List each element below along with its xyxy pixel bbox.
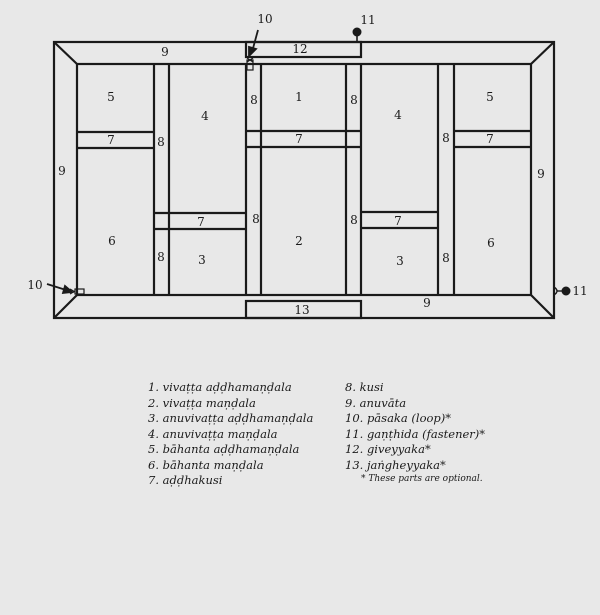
label-6-right: 6 bbox=[487, 236, 495, 250]
legend-item: 5. bāhanta aḍḍhamaṇḍala bbox=[148, 442, 300, 456]
label-9-bottom: 9 bbox=[423, 296, 431, 310]
label-7-a: 7 bbox=[107, 133, 115, 147]
label-13: 13 bbox=[294, 303, 310, 317]
legend-item: 8. kusi bbox=[345, 380, 384, 394]
legend-item: 6. bāhanta maṇḍala bbox=[148, 457, 264, 472]
label-4-left: 4 bbox=[201, 109, 209, 123]
legend-left-column bbox=[148, 380, 313, 489]
legend-item: 3. anuvivaṭṭa aḍḍhamaṇḍala bbox=[148, 411, 314, 425]
fastener-top-icon bbox=[353, 28, 361, 42]
label-3-right: 3 bbox=[396, 254, 404, 268]
legend-item: 11. gaṇṭhida (fastener)* bbox=[345, 426, 486, 441]
label-8-f: 8 bbox=[350, 213, 358, 227]
label-7-e: 7 bbox=[486, 132, 494, 146]
label-12: 12 bbox=[292, 42, 308, 56]
fastener-right-icon bbox=[554, 287, 570, 295]
label-5-left: 5 bbox=[107, 90, 115, 104]
arrow-top-icon bbox=[249, 47, 256, 56]
label-2: 2 bbox=[295, 234, 303, 248]
label-8-c: 8 bbox=[250, 93, 258, 107]
label-7-d: 7 bbox=[394, 214, 402, 228]
label-9-left: 9 bbox=[58, 164, 66, 178]
label-10-top: 10 bbox=[257, 12, 273, 26]
legend-item: 10. pāsaka (loop)* bbox=[345, 411, 452, 425]
label-8-g: 8 bbox=[442, 131, 450, 145]
legend-item: 1. vivaṭṭa aḍḍhamaṇḍala bbox=[148, 380, 292, 394]
label-9-right: 9 bbox=[537, 167, 545, 181]
label-5-right: 5 bbox=[486, 90, 494, 104]
label-7-c: 7 bbox=[295, 132, 303, 146]
label-11-right: 11 bbox=[572, 284, 588, 298]
legend-item: 7. aḍḍhakusi bbox=[148, 473, 223, 487]
label-8-d: 8 bbox=[252, 212, 260, 226]
label-11-top: 11 bbox=[360, 13, 376, 27]
label-10-left: 10 bbox=[27, 278, 43, 292]
label-9-top: 9 bbox=[161, 45, 169, 59]
label-7-b: 7 bbox=[197, 215, 205, 229]
legend-item: 12. giveyyaka* bbox=[345, 442, 431, 456]
label-8-h: 8 bbox=[442, 251, 450, 265]
legend-item: 4. anuvivaṭṭa maṇḍala bbox=[148, 426, 278, 441]
label-4-right: 4 bbox=[394, 108, 402, 122]
outer-border bbox=[54, 42, 554, 318]
legend-item: 9. anuvāta bbox=[345, 395, 407, 410]
label-8-b: 8 bbox=[157, 250, 165, 264]
label-6-left: 6 bbox=[108, 234, 116, 248]
legend-right-column bbox=[345, 380, 485, 484]
legend-note: * These parts are optional. bbox=[361, 474, 483, 484]
legend-item: 2. vivaṭṭa maṇḍala bbox=[148, 395, 256, 410]
label-8-a: 8 bbox=[157, 135, 165, 149]
label-1: 1 bbox=[295, 90, 303, 104]
label-3-left: 3 bbox=[198, 253, 206, 267]
legend-item: 13. jaṅgheyyaka* bbox=[345, 457, 446, 472]
inner-border bbox=[77, 64, 531, 295]
label-8-e: 8 bbox=[350, 93, 358, 107]
